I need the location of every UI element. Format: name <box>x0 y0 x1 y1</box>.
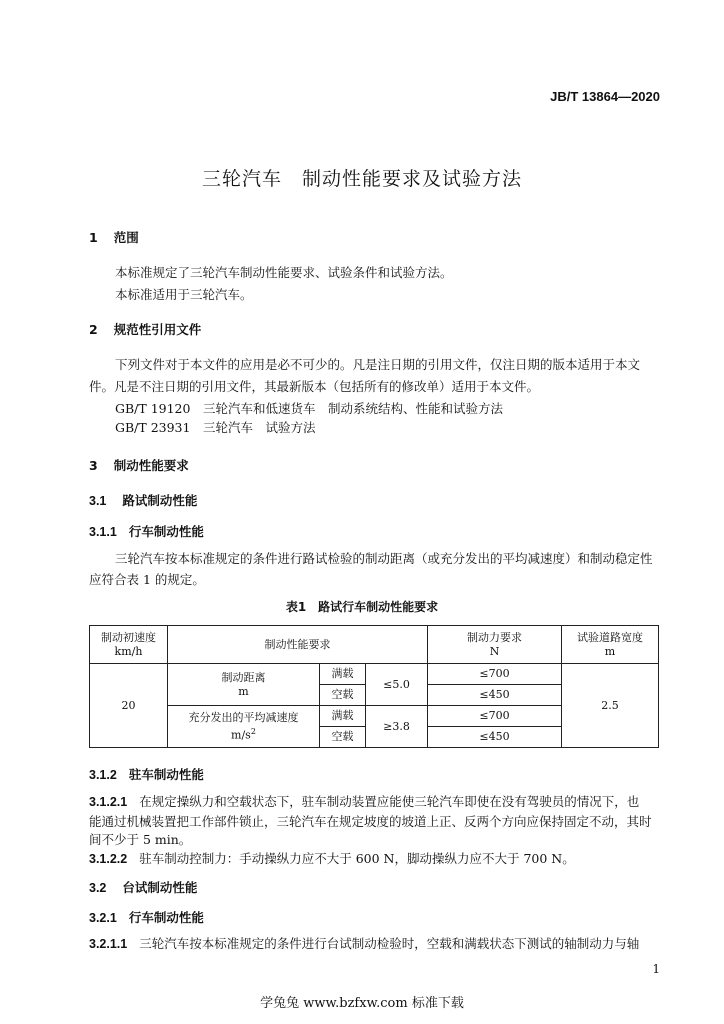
cell-distance-label: 制动距离 m <box>168 664 320 706</box>
standard-number: JB/T 13864—2020 <box>550 89 660 104</box>
section-number: 3.1.1 <box>89 525 117 539</box>
section-title: 范围 <box>113 230 139 245</box>
cell-force-value: ≤450 <box>428 685 562 706</box>
header-cell-speed: 制动初速度 km/h <box>90 626 168 664</box>
cell-road-width-value: 2.5 <box>562 664 659 748</box>
braking-requirements-table <box>89 625 659 748</box>
paragraph: 件。凡是不注日期的引用文件，其最新版本（包括所有的修改单）适用于本文件。 <box>89 379 540 394</box>
watermark-footer: 学兔兔 www.bzfxw.com 标准下载 <box>260 996 464 1011</box>
cell-deceleration-value: ≥3.8 <box>366 706 428 748</box>
section-title: 路试制动性能 <box>122 493 198 508</box>
paragraph: 3.1.2.1 在规定操纵力和空载状态下，驻车制动装置应能使三轮汽车即使在没有驾驶员的情况下，也 <box>89 794 640 809</box>
paragraph: 能通过机械装置把工作部件锁止，三轮汽车在规定坡度的坡道上正、反两个方向应保持固定不动，其时 <box>89 814 652 829</box>
section-title: 行车制动性能 <box>128 524 204 539</box>
section-number: 3.1.2 <box>89 768 117 782</box>
paragraph: 3.1.2.2 驻车制动控制力：手动操纵力应不大于 600 N，脚动操纵力应不大于 700 N。 <box>89 851 575 866</box>
paragraph: 间不少于 5 min。 <box>89 832 192 847</box>
clause-number: 3.1.2.2 <box>89 852 128 866</box>
cell-force-value: ≤700 <box>428 664 562 685</box>
section-title: 驻车制动性能 <box>128 767 204 782</box>
document-title: 三轮汽车 制动性能要求及试验方法 <box>201 168 522 190</box>
section-number: 3.1 <box>89 494 107 508</box>
subsection-3-1-heading <box>89 491 197 509</box>
section-number: 1 <box>89 230 98 245</box>
section-title: 制动性能要求 <box>113 458 189 473</box>
cell-distance-value: ≤5.0 <box>366 664 428 706</box>
cell-force-value: ≤450 <box>428 727 562 748</box>
subsection-3-1-2-heading <box>89 765 204 783</box>
cell-speed-value: 20 <box>90 664 168 748</box>
paragraph: 本标准规定了三轮汽车制动性能要求、试验条件和试验方法。 <box>115 265 453 280</box>
cell-load-full: 满载 <box>320 706 366 727</box>
cell-load-empty: 空载 <box>320 685 366 706</box>
cell-load-empty: 空载 <box>320 727 366 748</box>
reference-item: GB/T 19120 三轮汽车和低速货车 制动系统结构、性能和试验方法 <box>115 401 503 416</box>
subsection-3-2-heading <box>89 878 197 896</box>
section-number: 2 <box>89 322 98 337</box>
clause-number: 3.2.1.1 <box>89 937 128 951</box>
section-title: 台试制动性能 <box>122 880 198 895</box>
cell-force-value: ≤700 <box>428 706 562 727</box>
section-2-heading <box>89 320 201 338</box>
header-cell-requirement: 制动性能要求 <box>168 626 428 664</box>
subsection-3-1-1-heading <box>89 522 204 540</box>
paragraph: 应符合表 1 的规定。 <box>89 572 205 587</box>
paragraph: 下列文件对于本文件的应用是必不可少的。凡是注日期的引用文件，仅注日期的版本适用于本文 <box>115 357 641 372</box>
section-title: 行车制动性能 <box>128 910 204 925</box>
section-3-heading <box>89 456 189 474</box>
subsection-3-2-1-heading <box>89 908 204 926</box>
section-1-heading <box>89 228 139 246</box>
table-caption: 表1 路试行车制动性能要求 <box>285 600 439 614</box>
section-number: 3 <box>89 458 98 473</box>
paragraph: 3.2.1.1 三轮汽车按本标准规定的条件进行台试制动检验时，空载和满载状态下测试的轴制动力与轴 <box>89 936 640 951</box>
section-number: 3.2 <box>89 881 107 895</box>
paragraph: 本标准适用于三轮汽车。 <box>115 287 253 302</box>
paragraph: 三轮汽车按本标准规定的条件进行路试检验的制动距离（或充分发出的平均减速度）和制动稳定性 <box>115 551 653 566</box>
header-cell-force: 制动力要求 N <box>428 626 562 664</box>
reference-item: GB/T 23931 三轮汽车 试验方法 <box>115 420 316 435</box>
header-cell-width: 试验道路宽度 m <box>562 626 659 664</box>
section-title: 规范性引用文件 <box>113 322 202 337</box>
cell-deceleration-label: 充分发出的平均减速度 $m/s^2$ <box>168 706 320 748</box>
cell-load-full: 满载 <box>320 664 366 685</box>
clause-number: 3.1.2.1 <box>89 795 128 809</box>
page-number: 1 <box>652 962 660 976</box>
section-number: 3.2.1 <box>89 911 117 925</box>
